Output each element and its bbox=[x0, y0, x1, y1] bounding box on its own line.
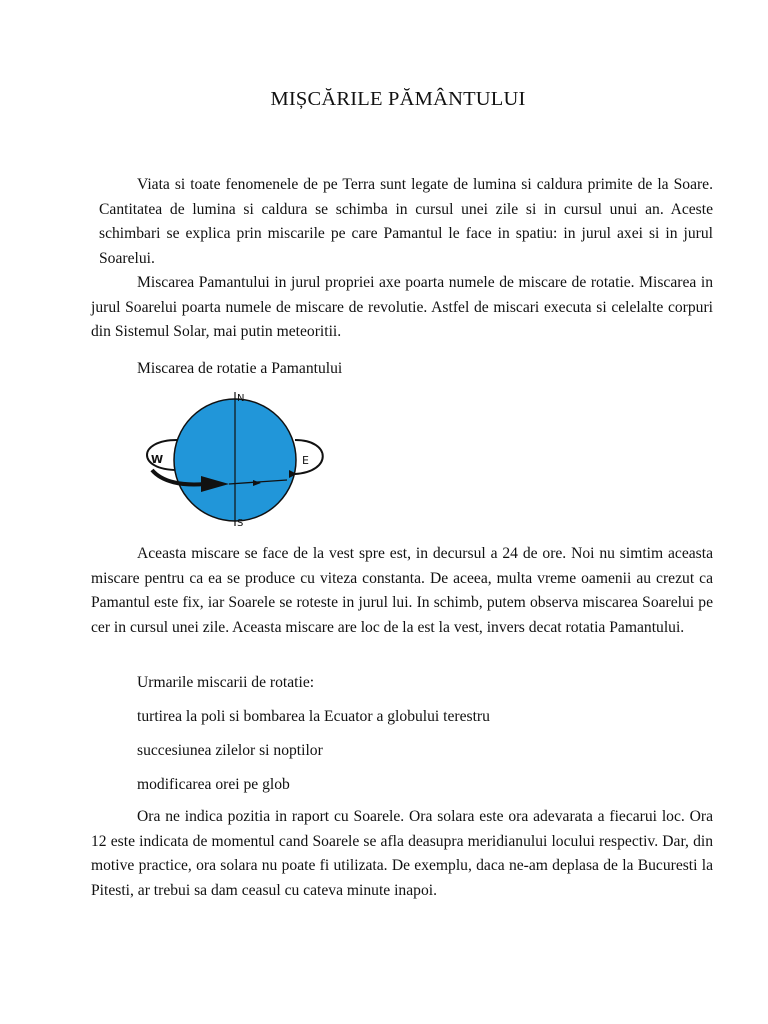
label-east: E bbox=[302, 454, 309, 467]
paragraph-movements-text: Miscarea Pamantului in jurul propriei axe poarta numele de miscare de rotatie. Miscarea in jurul Soarelui poarta numele de miscare de revolutie. Astfel de miscari executa si celelalte corpuri din Sistemul Solar, mai putin meteoritii. bbox=[91, 274, 713, 340]
subheading-rotation bbox=[137, 357, 713, 381]
subheading-rotation-text: Miscarea de rotatie a Pamantului bbox=[137, 360, 343, 377]
paragraph-movements bbox=[91, 271, 713, 345]
paragraph-intro bbox=[99, 173, 713, 271]
paragraph-rotation-direction bbox=[91, 542, 713, 640]
list-item-text: modificarea orei pe glob bbox=[137, 776, 290, 793]
label-north: N bbox=[237, 393, 245, 404]
page-title: MIȘCĂRILE PĂMÂNTULUI bbox=[270, 88, 526, 110]
subheading-consequences-text: Urmarile miscarii de rotatie: bbox=[137, 674, 315, 691]
paragraph-rotation-direction-text: Aceasta miscare se face de la vest spre est, in decursul a 24 de ore. Noi nu simtim aceasta miscare pentru ca ea se produce cu viteza constanta. De aceea, multa vreme oamenii au crezut ca Pamantul este fix, iar Soarele se roteste in jurul lui. In schimb, putem observa miscarea Soarelui pe cer in cursul unei zile. Aceasta miscare are loc de la est la vest, invers decat rotatia Pamantului. bbox=[91, 545, 713, 636]
list-item-text: succesiunea zilelor si noptilor bbox=[137, 742, 323, 759]
list-item bbox=[137, 773, 713, 797]
paragraph-intro-text: Viata si toate fenomenele de pe Terra sunt legate de lumina si caldura primite de la Soare. Cantitatea de lumina si caldura se schimba in cursul unei zile si in cursul unui an. Aceste schimbari se explica prin miscarile pe care Pamantul le face in spatiu: in jurul axei si in jurul Soarelui. bbox=[99, 176, 713, 267]
label-south: S bbox=[237, 518, 244, 529]
earth-rotation-diagram bbox=[137, 390, 337, 530]
list-item bbox=[137, 705, 713, 729]
label-west: W bbox=[151, 453, 164, 466]
list-item-text: turtirea la poli si bombarea la Ecuator a globului terestru bbox=[137, 708, 490, 725]
subheading-consequences bbox=[137, 671, 713, 695]
paragraph-solar-time bbox=[91, 805, 713, 903]
list-item bbox=[137, 739, 713, 763]
paragraph-solar-time-text: Ora ne indica pozitia in raport cu Soarele. Ora solara este ora adevarata a fiecarui loc. Ora 12 este indicata de momentul cand Soarele se afla deasupra meridianului locului respectiv. Dar, din motive practice, ora solara nu poate fi utilizata. De exemplu, daca ne-am deplasa de la Bucuresti la Pitesti, ar trebui sa dam ceasul cu cateva minute inapoi. bbox=[91, 808, 713, 899]
